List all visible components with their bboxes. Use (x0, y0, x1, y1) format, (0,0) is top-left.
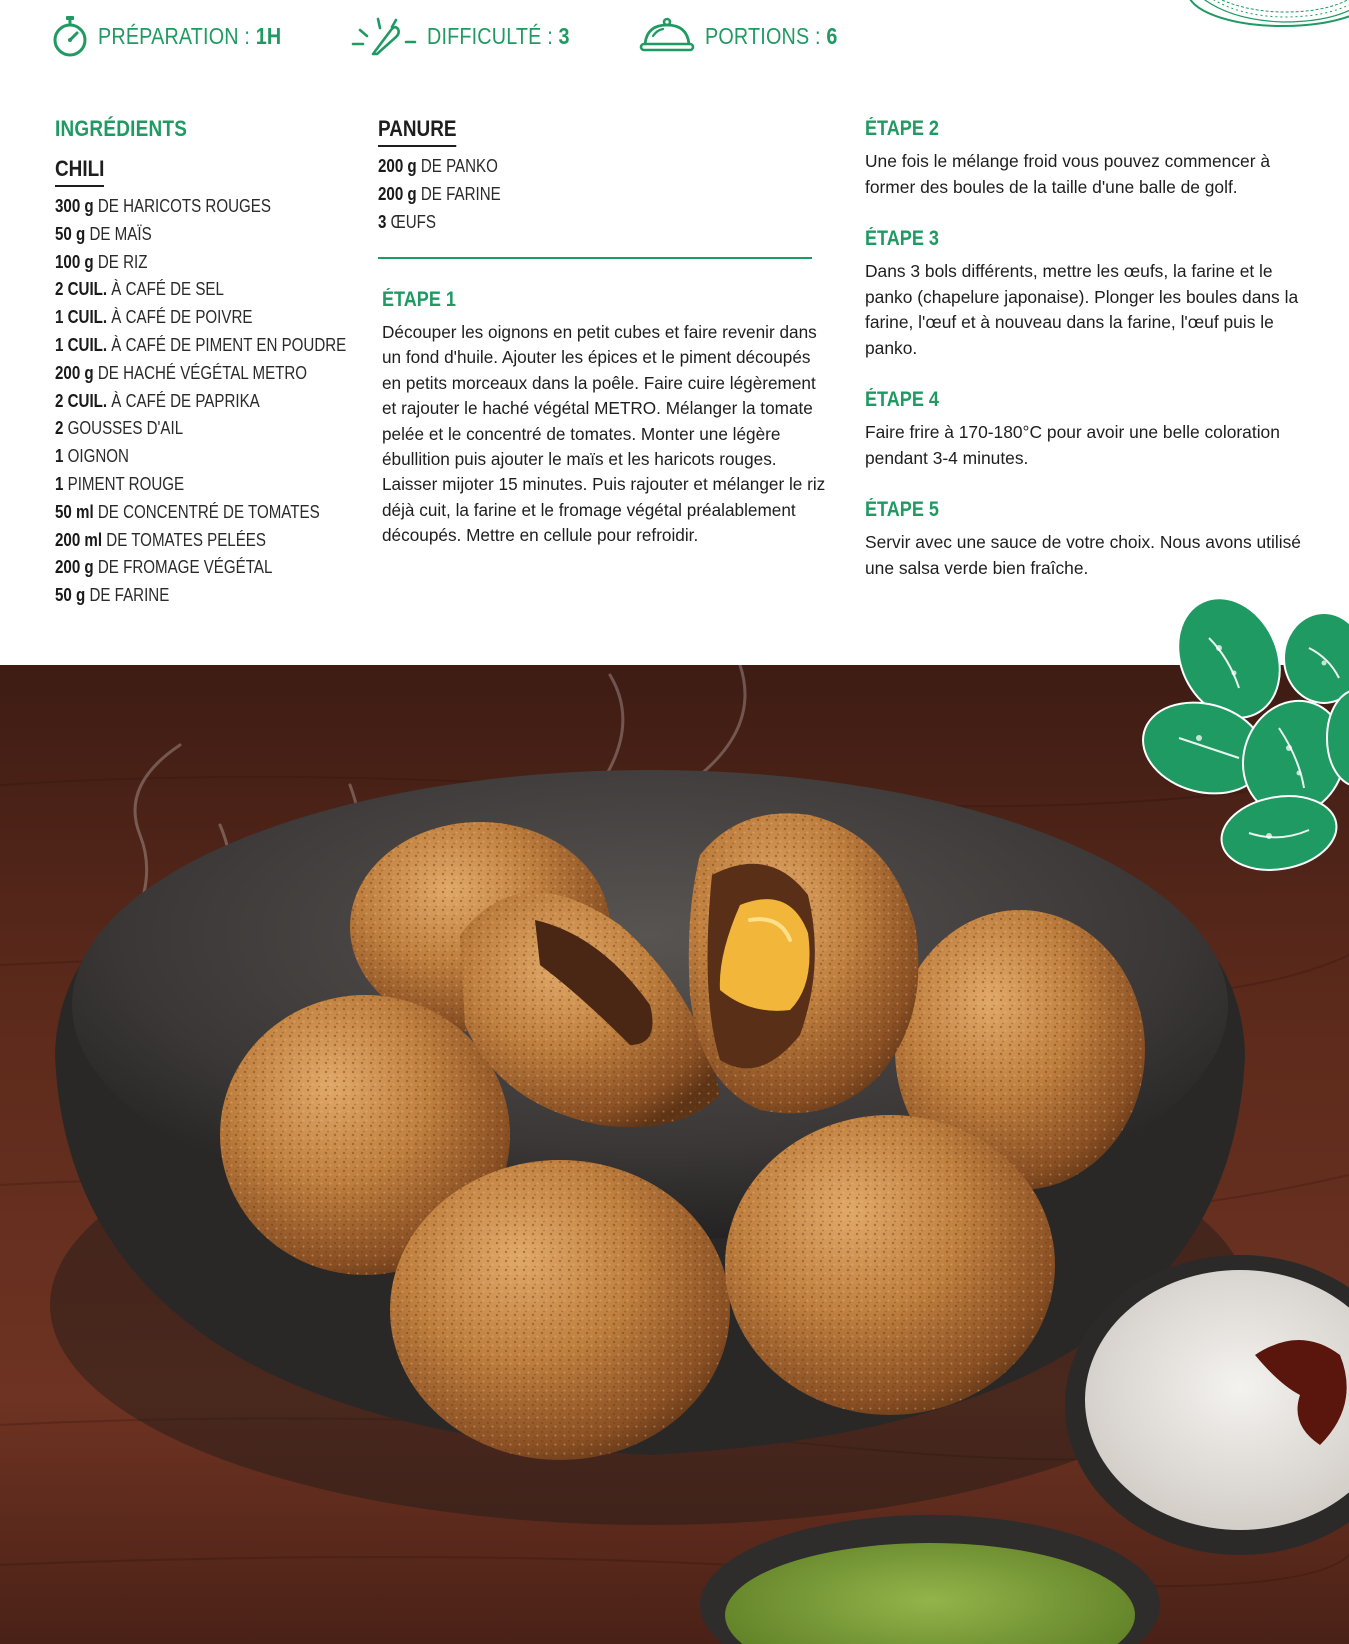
chili-title: CHILI (55, 156, 104, 187)
portions-text: PORTIONS : 6 (705, 22, 838, 49)
step-5-text: Servir avec une sauce de votre choix. Nous avons utilisé une salsa verde bien fraîche. (865, 532, 1301, 578)
ingredient-name: À CAFÉ DE PAPRIKA (111, 390, 260, 411)
ingredient-name: DE FARINE (89, 585, 170, 606)
step-2-title: ÉTAPE 2 (865, 117, 939, 140)
ingredients-column (55, 116, 355, 610)
ingredient-quantity: 100 g (55, 251, 94, 272)
bean-decoration (1165, 0, 1349, 47)
ingredient-item (378, 153, 743, 181)
ingredient-name: DE CONCENTRÉ DE TOMATES (97, 501, 320, 522)
ingredient-quantity: 1 CUIL. (55, 307, 108, 328)
ingredient-name: GOUSSES D'AIL (67, 418, 184, 439)
bean-cluster-decoration (1139, 598, 1349, 883)
step-4-text: Faire frire à 170-180°C pour avoir une belle coloration pendant 3-4 minutes. (865, 422, 1280, 468)
ingredient-name: DE MAÏS (89, 223, 152, 244)
difficulty-text: DIFFICULTÉ : 3 (427, 22, 570, 49)
ingredient-quantity: 50 g (55, 585, 86, 606)
ingredient-quantity: 200 ml (55, 529, 103, 550)
ingredient-item (55, 304, 307, 332)
panure-title: PANURE (378, 116, 456, 147)
preparation-text: PRÉPARATION : 1H (98, 22, 282, 49)
ingredient-item (55, 276, 307, 304)
step-1-text: Découper les oignons en petit cubes et faire revenir dans un fond d'huile. Ajouter les épices et le piment découpés en petits morceaux dans la poêle. Faire cuire légèrement et rajouter le haché végétal METRO. Mélanger la tomate pelée et le concentré de tomates. Monter une légère ébullition puis ajouter le maïs et les haricots rouges. Laisser mijoter 15 minutes. Puis rajouter et mélanger le riz déjà cuit, la farine et le fromage végétal préalablement découpés. Mettre en cellule pour refroidir. (382, 322, 826, 546)
ingredient-quantity: 50 g (55, 223, 86, 244)
step-1 (382, 288, 834, 549)
stopwatch-icon (52, 14, 88, 58)
step-5 (865, 498, 1315, 581)
ingredient-name: À CAFÉ DE SEL (111, 279, 224, 300)
ingredient-item (55, 471, 307, 499)
ingredient-quantity: 200 g (55, 557, 94, 578)
ingredient-name: DE TOMATES PELÉES (106, 529, 266, 550)
ingredient-quantity: 200 g (378, 183, 417, 204)
panure-column (378, 116, 813, 236)
whisk-icon (351, 16, 417, 56)
ingredient-quantity: 200 g (55, 362, 94, 383)
ingredient-name: PIMENT ROUGE (67, 473, 185, 494)
panure-ingredient-list (378, 153, 813, 236)
ingredient-name: À CAFÉ DE PIMENT EN POUDRE (111, 334, 347, 355)
step-3-text: Dans 3 bols différents, mettre les œufs, la farine et le panko (chapelure japonaise). Plonger les boules dans la farine, l'œuf et à nouveau dans la farine, l'œuf puis le panko. (865, 261, 1299, 358)
ingredient-item (55, 499, 320, 527)
ingredient-item (378, 181, 743, 209)
recipe-meta-bar (52, 10, 905, 62)
step-1-title: ÉTAPE 1 (382, 288, 456, 311)
step-4 (865, 388, 1315, 471)
ingredient-item (55, 527, 307, 555)
ingredient-item (55, 582, 307, 610)
ingredient-quantity: 1 (55, 446, 64, 467)
ingredient-item (55, 193, 307, 221)
step-2-text: Une fois le mélange froid vous pouvez commencer à former des boules de la taille d'une balle de golf. (865, 151, 1271, 197)
ingredient-quantity: 1 (55, 473, 64, 494)
ingredient-name: À CAFÉ DE POIVRE (111, 307, 253, 328)
ingredient-quantity: 2 CUIL. (55, 279, 108, 300)
ingredient-item (55, 443, 307, 471)
step-4-title: ÉTAPE 4 (865, 388, 939, 411)
ingredient-quantity: 2 CUIL. (55, 390, 108, 411)
ingredient-quantity: 200 g (378, 156, 417, 176)
ingredient-item (55, 332, 347, 360)
step-3 (865, 227, 1315, 361)
ingredient-item (55, 388, 307, 416)
ingredients-title: INGRÉDIENTS (55, 116, 188, 141)
ingredient-item (55, 360, 307, 388)
ingredient-name: DE FROMAGE VÉGÉTAL (97, 557, 273, 578)
ingredient-quantity: 1 CUIL. (55, 334, 108, 355)
chili-ingredient-list (55, 193, 355, 610)
difficulty-info (351, 16, 593, 56)
ingredient-quantity: 300 g (55, 196, 94, 216)
ingredient-item (55, 554, 307, 582)
ingredient-quantity: 3 (378, 211, 387, 232)
ingredient-item (55, 249, 307, 277)
section-divider (378, 257, 812, 259)
ingredient-item (55, 221, 307, 249)
portions-info (639, 16, 859, 56)
ingredient-item (378, 209, 743, 237)
ingredient-name: ŒUFS (390, 211, 436, 232)
ingredient-name: DE FARINE (420, 183, 501, 204)
step-2 (865, 117, 1315, 200)
ingredient-name: DE PANKO (420, 156, 498, 176)
preparation-info (52, 14, 311, 58)
ingredient-quantity: 2 (55, 418, 64, 439)
ingredient-name: OIGNON (67, 446, 129, 467)
ingredient-name: DE HARICOTS ROUGES (97, 196, 271, 216)
step-5-title: ÉTAPE 5 (865, 498, 939, 521)
ingredient-name: DE RIZ (97, 251, 148, 272)
ingredient-quantity: 50 ml (55, 501, 94, 522)
cloche-icon (639, 16, 695, 56)
ingredient-item (55, 415, 307, 443)
step-3-title: ÉTAPE 3 (865, 227, 939, 250)
ingredient-name: DE HACHÉ VÉGÉTAL METRO (97, 362, 308, 383)
